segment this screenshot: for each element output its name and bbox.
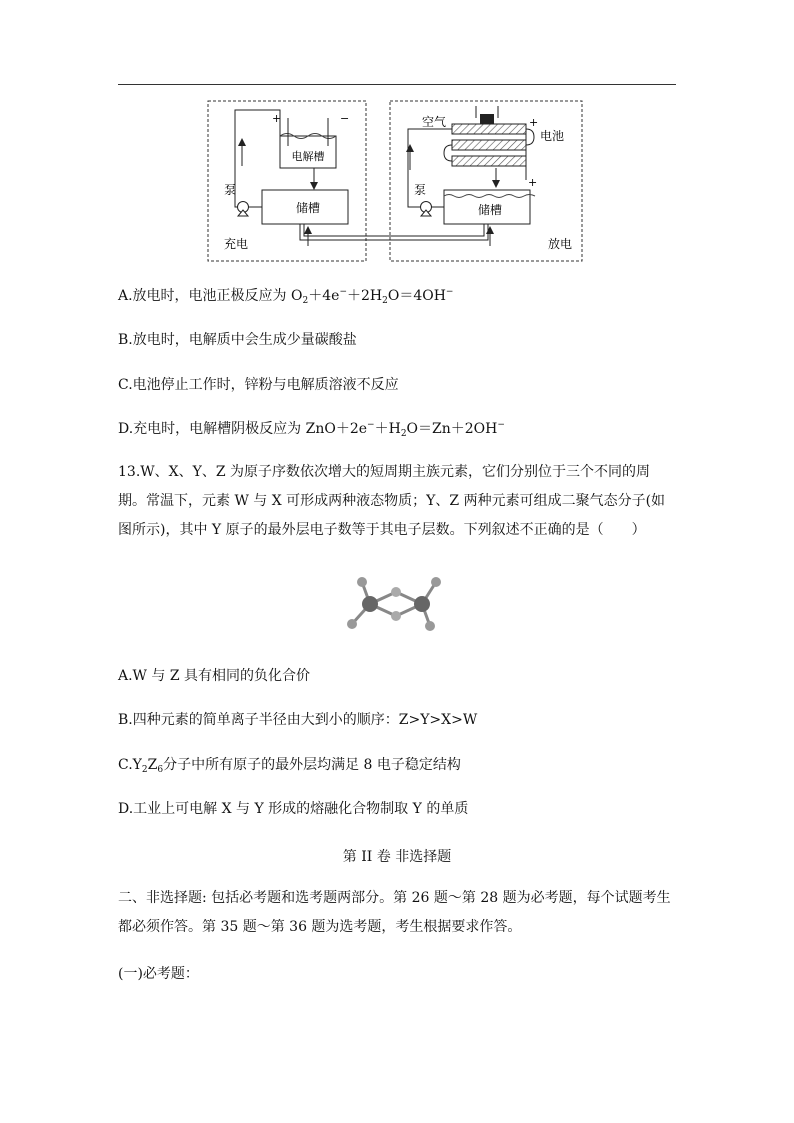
battery-label: 电池 [539, 129, 565, 143]
q12-option-c: C.电池停止工作时，锌粉与电解质溶液不反应 [118, 377, 399, 393]
discharge-pump-label: 泵 [413, 183, 427, 197]
charge-minus: − [340, 112, 350, 125]
q13-option-c: $C.Y_2Z_6$分子中所有原子的最外层均满足 8 电子稳定结构 [118, 757, 461, 775]
air-label: 空气 [421, 115, 447, 129]
q13-stem: 13.W、X、Y、Z 为原子序数依次增大的短周期主族元素，它们分别位于三个不同的周期。常温下，元素 W 与 X 可形成两种液态物质；Y、Z 两种元素可组成二聚气态分子(如图所示)，其中 Y 原子的最外层电子数等于其电子层数。下列叙述不正确的是（ ） [118, 464, 666, 538]
section-intro: 二、非选择题: 包括必考题和选考题两部分。第 26 题～第 28 题为必考题，每个试题考生都必须作答。第 35 题～第 36 题为选考题，考生根据要求作答。 [118, 890, 671, 935]
required-questions-heading: (一)必考题： [118, 966, 199, 982]
q12-option-a: A.放电时，电池正极反应为 $O_2+4e^-+2H_2O=4OH^-$ [118, 287, 454, 306]
battery-stack [444, 106, 534, 180]
discharge-label: 放电 [547, 237, 573, 251]
charge-plus: + [272, 112, 282, 125]
q13-option-d: D.工业上可电解 X 与 Y 形成的熔融化合物制取 Y 的单质 [118, 801, 469, 817]
charge-pump-label: 泵 [223, 183, 237, 197]
dimer-molecule-figure [336, 568, 456, 638]
battery-plus-lower: + [528, 176, 538, 189]
section-title: 第 II 卷 非选择题 [342, 849, 452, 865]
q13-option-b: B.四种元素的简单离子半径由大到小的顺序：Z>Y>X>W [118, 712, 478, 728]
q13-option-a: A.W 与 Z 具有相同的负化合价 [118, 668, 311, 684]
battery-diagram [200, 96, 590, 266]
electrolyzer-label: 电解槽 [291, 150, 325, 163]
q12-option-b: B.放电时，电解质中会生成少量碳酸盐 [118, 332, 357, 348]
charge-label: 充电 [223, 237, 249, 251]
header-rule [118, 84, 676, 85]
q12-option-d: D.充电时，电解槽阴极反应为 $ZnO+2e^-+H_2O=Zn+2OH^-$ [118, 420, 505, 439]
charge-tank-label: 储槽 [295, 201, 321, 215]
battery-plus: + [529, 116, 539, 129]
discharge-tank-label: 储槽 [477, 203, 503, 217]
